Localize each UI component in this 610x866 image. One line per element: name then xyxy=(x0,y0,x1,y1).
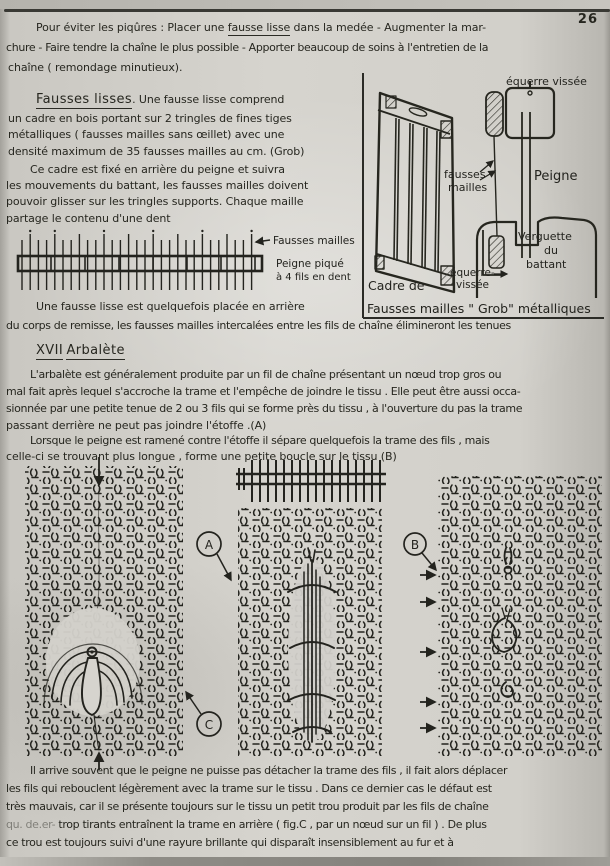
reed-label-fausses-mailles: Fausses mailles xyxy=(273,235,355,247)
grob-caption: Fausses mailles " Grob" métalliques xyxy=(367,301,591,316)
text-line: Lorsque le peigne est ramené contre l'étoffe il sépare quelquefois la trame des fils , mais xyxy=(30,434,490,447)
grob-label-verguette-1: Verguette xyxy=(518,230,572,243)
text-line: L'arbalète est généralement produite par un fil de chaîne présentant un nœud trop gros ou xyxy=(30,368,502,381)
heading-text: Fausses lisses xyxy=(36,92,133,107)
grob-label-equerre-top: équerre vissée xyxy=(506,75,587,88)
grob-label-equerre-bot-1: équerre- xyxy=(450,267,495,279)
text-line: pouvoir glisser sur les tringles supports. Chaque maille xyxy=(6,195,304,208)
grob-label-equerre-bot-2: vissée xyxy=(456,279,489,291)
text-line: Ce cadre est fixé en arrière du peigne et suivra xyxy=(30,163,285,176)
text-fragment: trop tirants entraînent la trame en arrière ( fig.C , par un nœud sur un fil ) . De plus xyxy=(55,818,487,831)
text-line: chure - Faire tendre la chaîne le plus possible - Apporter beaucoup de soins à l'entretien de la xyxy=(6,41,489,54)
weave-defects-figure xyxy=(0,452,610,770)
text-line: Il arrive souvent que le peigne ne puisse pas détacher la trame des fils , il fait alors déplacer xyxy=(30,764,508,777)
text-line: métalliques ( fausses mailles sans œillet) avec une xyxy=(8,128,285,141)
text-fragment: dans la medée - Augmenter la mar- xyxy=(290,21,487,34)
underlined-text: fausse lisse xyxy=(227,21,291,34)
text-line: passant derrière ne peut pas joindre l'étoffe .(A) xyxy=(6,419,267,432)
thread-dots xyxy=(29,230,253,232)
fausses-mailles-arrow xyxy=(256,240,270,242)
grob-label-fausses: fausses xyxy=(444,168,486,181)
text-line: ce trou est toujours suivi d'une rayure brillante qui disparaît insensiblement au fur et à xyxy=(6,836,454,849)
text-line: densité maximum de 35 fausses mailles au cm. (Grob) xyxy=(8,145,305,158)
text-line xyxy=(36,21,486,35)
callout-c-label: C xyxy=(204,718,214,732)
callout-b xyxy=(404,533,436,570)
grob-label-mailles: mailles xyxy=(448,181,488,194)
callout-a-label: A xyxy=(204,538,214,552)
text-line: partage le contenu d'une dent xyxy=(6,212,171,225)
comb-drawing xyxy=(236,460,386,502)
text-line: Une fausse lisse est quelquefois placée en arrière xyxy=(36,300,305,313)
reed-label-peigne-2: à 4 fils en dent xyxy=(276,272,351,283)
scan-top-edge xyxy=(0,0,610,9)
text-line: les mouvements du battant, les fausses mailles doivent xyxy=(6,179,309,192)
text-line: un cadre en bois portant sur 2 tringles de fines tiges xyxy=(8,112,292,125)
section-heading-fausses-lisses xyxy=(36,93,284,107)
text-line: chaîne ( remondage minutieux). xyxy=(8,61,183,74)
grob-label-verguette-2: du xyxy=(544,244,558,257)
text-line: sionnée par une petite tenue de 2 ou 3 fils qui se forme près du tissu , à l'ouverture du pas la trame xyxy=(6,402,523,415)
grob-diagram-figure xyxy=(356,68,610,324)
text-line: très mauvais, car il se présente toujours sur le tissu un petit trou produit par les fils de chaîne xyxy=(6,800,489,813)
text-line: les fils qui rebouclent légèrement avec la trame sur le tissu . Dans ce dernier cas le défaut est xyxy=(6,782,492,795)
faded-text: qu. de.er- xyxy=(6,818,56,831)
text-fragment: Pour éviter les piqûres : Placer une xyxy=(36,21,228,34)
page-number: 26 xyxy=(577,12,598,27)
text-line xyxy=(6,818,487,832)
callout-b-label: B xyxy=(410,538,420,552)
fabric-a-drawing xyxy=(236,460,386,756)
grob-label-peigne: Peigne xyxy=(534,169,578,184)
page-top-rule xyxy=(4,9,610,12)
text-line: mal fait après lequel s'accroche la trame et l'empêche de joindre le tissu . Elle peut être aussi occa- xyxy=(6,385,521,398)
callout-a xyxy=(197,532,231,580)
text-line: du corps de remisse, les fausses mailles intercalées entre les fils de chaîne élimineront les tenues xyxy=(6,319,511,332)
grob-crosssection-labels xyxy=(367,161,591,316)
fabric-b-drawing xyxy=(420,476,602,756)
reed-diagram-figure xyxy=(8,228,364,300)
section-title: Arbalète xyxy=(66,343,125,358)
text-line: celle-ci se trouvant plus longue , forme une petite boucle sur le tissu (B) xyxy=(6,450,397,463)
reed-label-peigne-1: Peigne piqué xyxy=(276,258,344,270)
grob-label-verguette-3: battant xyxy=(526,258,567,271)
text-fragment: . Une fausse lisse comprend xyxy=(132,93,285,106)
reed-threads xyxy=(22,234,252,290)
section-heading-arbalete xyxy=(36,344,125,358)
scan-bottom-edge xyxy=(0,857,610,866)
grob-label-cadre: Cadre de xyxy=(368,278,425,293)
weft-arrows xyxy=(420,575,435,728)
fabric-c-drawing xyxy=(25,457,183,770)
section-number: XVII xyxy=(36,343,64,358)
grob-frame-drawing xyxy=(375,93,454,292)
callout-c xyxy=(186,692,221,736)
